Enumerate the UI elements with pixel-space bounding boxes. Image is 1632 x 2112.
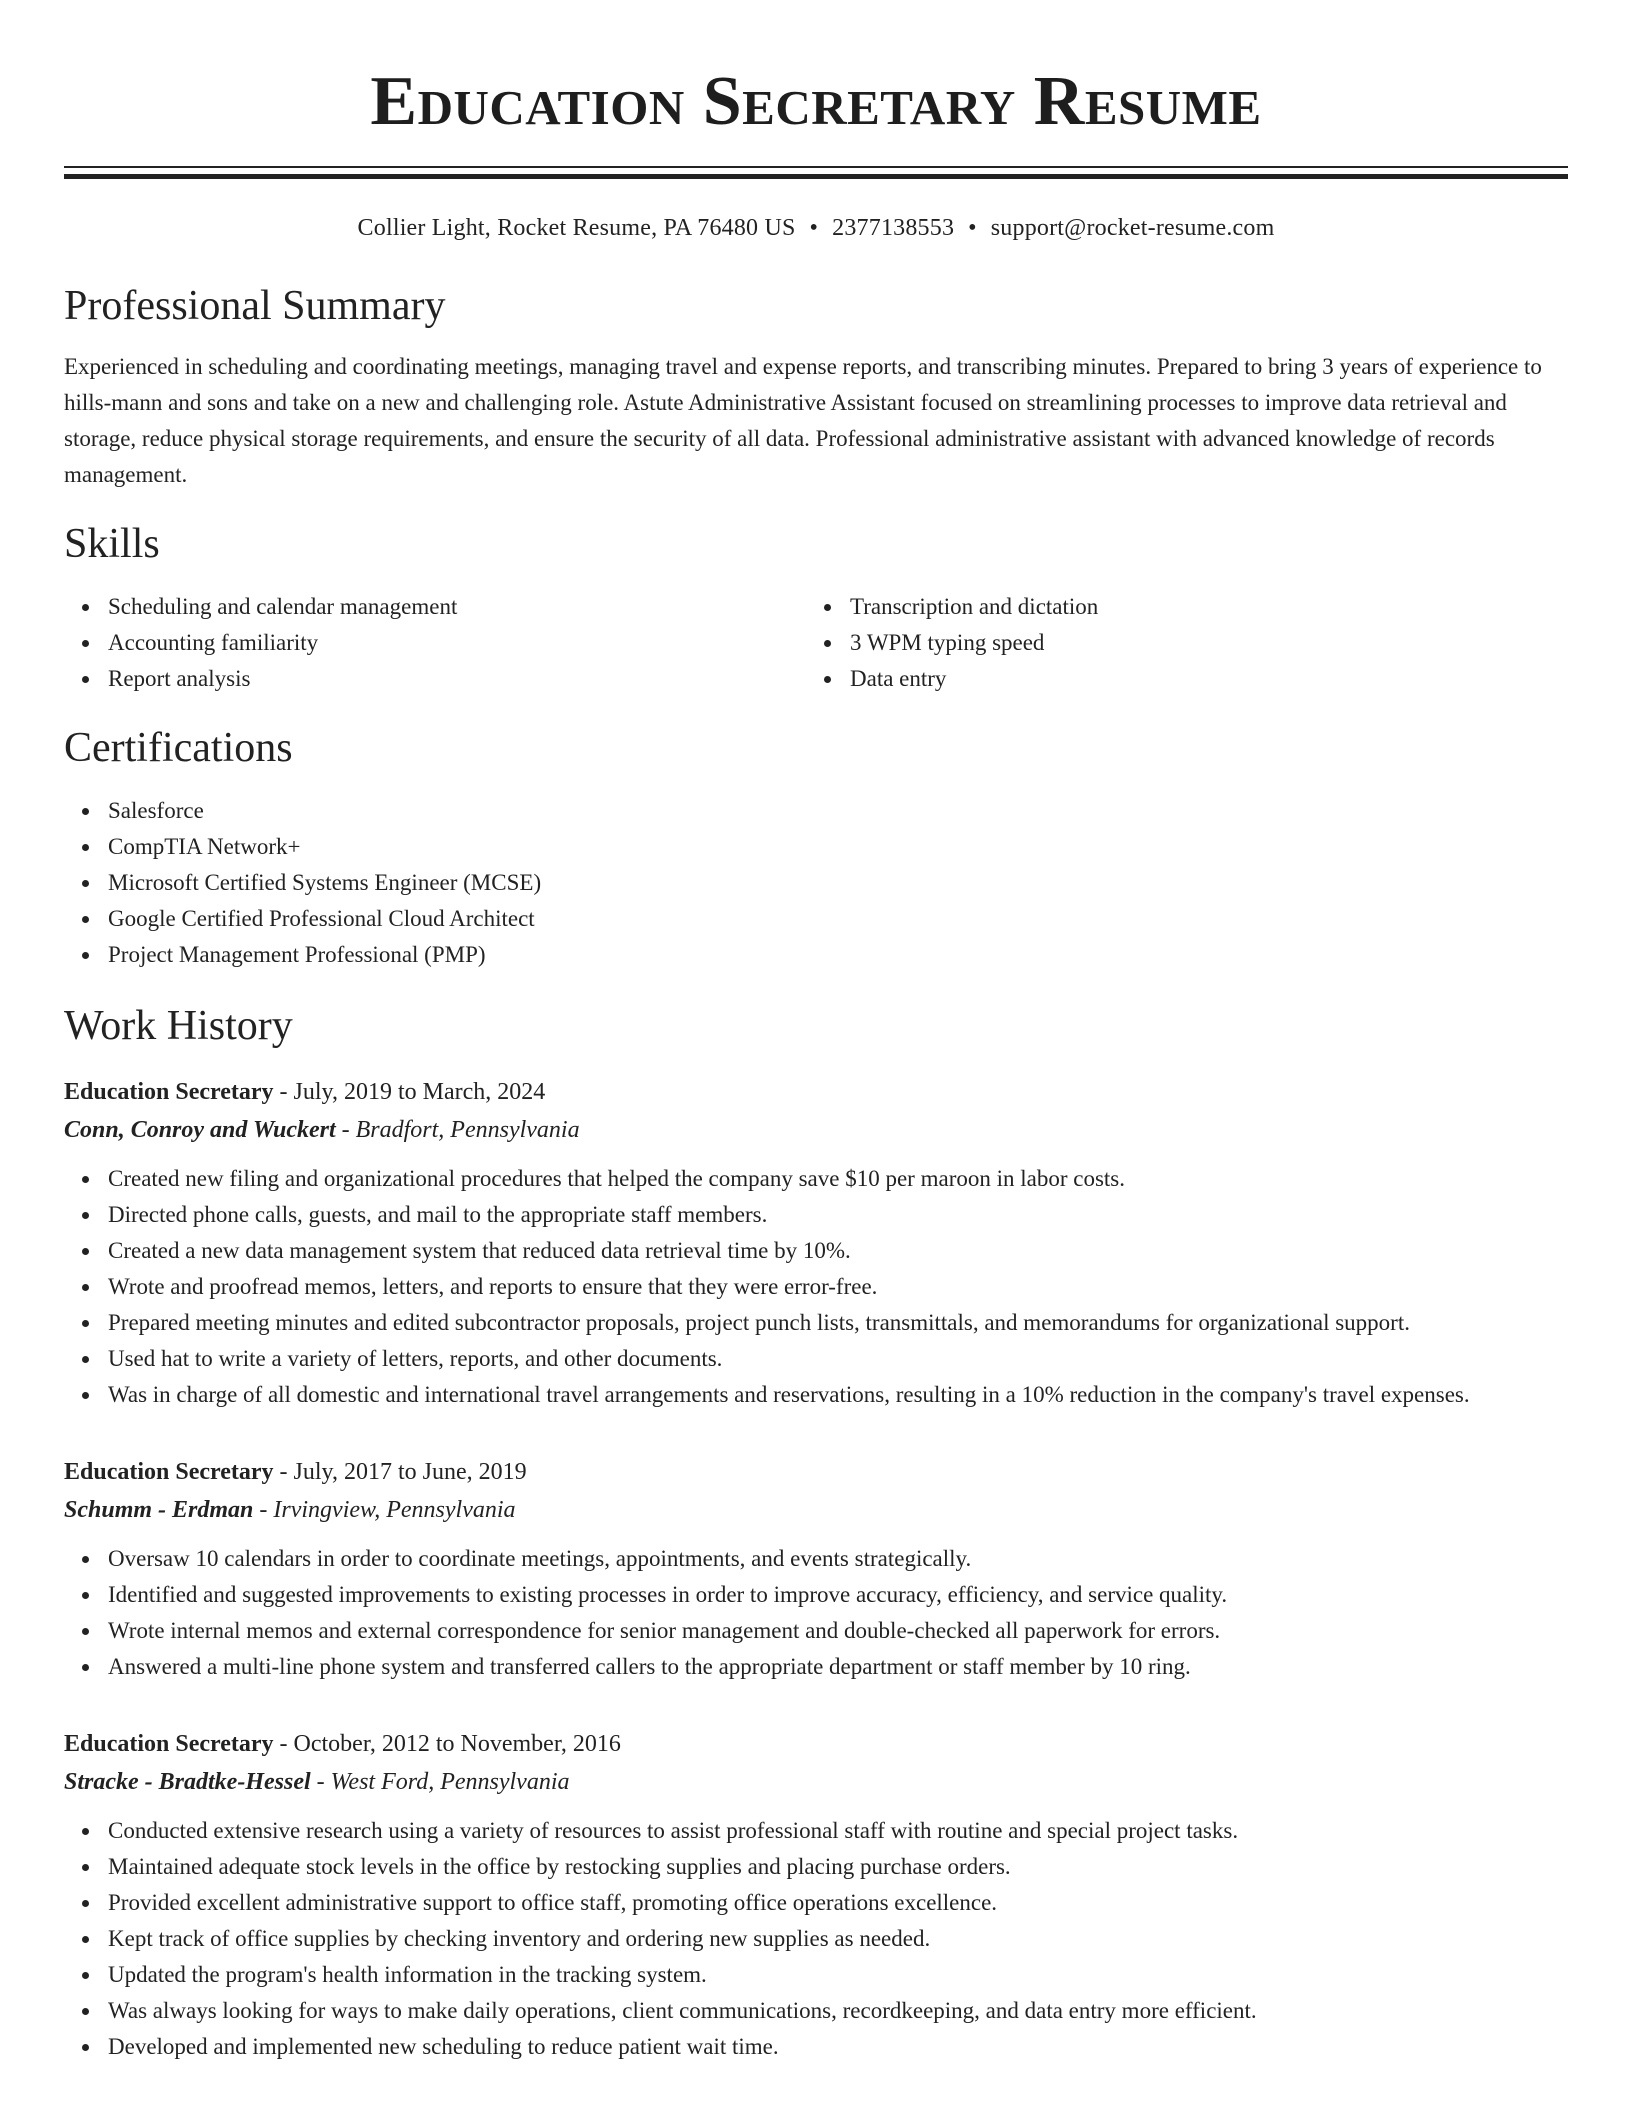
bullet-icon bbox=[82, 1936, 89, 1943]
job-bullet: Used hat to write a variety of letters, reports, and other documents. bbox=[64, 1341, 1568, 1377]
summary-paragraph: Experienced in scheduling and coordinating meetings, managing travel and expense reports, and transcribing minutes. Prepared to bring 3 years of experience to hills-mann and sons and take on a new and challenging role. Astute Administrative Assistant focused on streamlining processes to improve data retrieval and storage, reduce physical storage requirements, and ensure the security of all data. Professional administrative assistant with advanced knowledge of records management. bbox=[64, 354, 1542, 487]
contact-phone: 2377138553 bbox=[832, 215, 955, 241]
job-dates: - July, 2019 to March, 2024 bbox=[273, 1079, 546, 1105]
job-bullet: Was in charge of all domestic and international travel arrangements and reservations, resulting in a 10% reduction in the company's travel expenses. bbox=[64, 1377, 1568, 1413]
job-bullet: Wrote internal memos and external correspondence for senior management and double-checked all paperwork for errors. bbox=[64, 1613, 1568, 1649]
job-bullet: Directed phone calls, guests, and mail to the appropriate staff members. bbox=[64, 1197, 1568, 1233]
job-title: Education Secretary bbox=[64, 1459, 274, 1485]
job-bullet-list bbox=[64, 1813, 1568, 2065]
job-dates: - July, 2017 to June, 2019 bbox=[273, 1459, 527, 1485]
contact-address: Collier Light, Rocket Resume, PA 76480 US bbox=[357, 215, 796, 241]
job-title: Education Secretary bbox=[64, 1079, 274, 1105]
company-line bbox=[64, 1491, 1568, 1529]
certification-item: CompTIA Network+ bbox=[64, 829, 1568, 865]
bullet-icon bbox=[82, 1556, 89, 1563]
bullet-icon bbox=[82, 1356, 89, 1363]
certification-item: Project Management Professional (PMP) bbox=[64, 937, 1568, 973]
bullet-icon bbox=[82, 1972, 89, 1979]
job-bullet: Identified and suggested improvements to existing processes in order to improve accuracy, efficiency, and service quality. bbox=[64, 1577, 1568, 1613]
company-name: Stracke - Bradtke-Hessel bbox=[64, 1769, 311, 1795]
skill-item: 3 WPM typing speed bbox=[806, 625, 1548, 661]
page-title: Education Secretary Resume bbox=[370, 63, 1262, 140]
bullet-icon bbox=[82, 1592, 89, 1599]
job-bullet: Created a new data management system that reduced data retrieval time by 10%. bbox=[64, 1233, 1568, 1269]
skill-item: Transcription and dictation bbox=[806, 589, 1548, 625]
job-bullet-list bbox=[64, 1161, 1568, 1413]
bullet-icon bbox=[82, 2044, 89, 2051]
section-heading: Skills bbox=[64, 521, 160, 567]
job-bullet: Oversaw 10 calendars in order to coordinate meetings, appointments, and events strategically. bbox=[64, 1541, 1568, 1577]
job-entry bbox=[64, 1073, 1568, 1413]
title-divider-thin bbox=[64, 166, 1568, 168]
bullet-icon bbox=[82, 1320, 89, 1327]
company-location: - Irvingview, Pennsylvania bbox=[253, 1497, 516, 1523]
bullet-icon bbox=[824, 676, 831, 683]
bullet-icon bbox=[82, 1664, 89, 1671]
job-entry bbox=[64, 1725, 1568, 2065]
skill-item: Scheduling and calendar management bbox=[64, 589, 806, 625]
company-line bbox=[64, 1763, 1568, 1801]
contact-separator: • bbox=[968, 215, 977, 241]
bullet-icon bbox=[82, 676, 89, 683]
job-bullet: Kept track of office supplies by checking inventory and ordering new supplies as needed. bbox=[64, 1921, 1568, 1957]
certifications-section bbox=[64, 723, 1568, 973]
resume-page bbox=[64, 0, 1568, 2065]
company-location: - Bradfort, Pennsylvania bbox=[335, 1117, 580, 1143]
work-history-section bbox=[64, 1001, 1568, 2065]
job-bullet: Developed and implemented new scheduling to reduce patient wait time. bbox=[64, 2029, 1568, 2065]
job-bullet: Updated the program's health information in the tracking system. bbox=[64, 1957, 1568, 1993]
bullet-icon bbox=[82, 1900, 89, 1907]
job-entry bbox=[64, 1453, 1568, 1685]
skill-item: Accounting familiarity bbox=[64, 625, 806, 661]
bullet-icon bbox=[82, 1212, 89, 1219]
bullet-icon bbox=[82, 604, 89, 611]
company-location: - West Ford, Pennsylvania bbox=[310, 1769, 570, 1795]
job-bullet: Provided excellent administrative support to office staff, promoting office operations excellence. bbox=[64, 1885, 1568, 1921]
certification-item: Google Certified Professional Cloud Architect bbox=[64, 901, 1568, 937]
bullet-icon bbox=[82, 916, 89, 923]
skill-item: Report analysis bbox=[64, 661, 806, 697]
job-title-line bbox=[64, 1073, 1568, 1111]
certification-list bbox=[64, 793, 1568, 973]
bullet-icon bbox=[82, 1628, 89, 1635]
bullet-icon bbox=[824, 604, 831, 611]
contact-separator: • bbox=[809, 215, 819, 241]
skills-column-right bbox=[806, 589, 1548, 697]
title-divider-thick bbox=[64, 174, 1568, 179]
job-bullet: Maintained adequate stock levels in the office by restocking supplies and placing purchase orders. bbox=[64, 1849, 1568, 1885]
job-bullet: Was always looking for ways to make daily operations, client communications, recordkeeping, and data entry more efficient. bbox=[64, 1993, 1568, 2029]
skills-column-left bbox=[64, 589, 806, 697]
bullet-icon bbox=[82, 808, 89, 815]
section-heading: Work History bbox=[64, 1003, 293, 1049]
job-bullet: Conducted extensive research using a variety of resources to assist professional staff with routine and special project tasks. bbox=[64, 1813, 1568, 1849]
bullet-icon bbox=[82, 844, 89, 851]
bullet-icon bbox=[82, 1284, 89, 1291]
job-bullet: Wrote and proofread memos, letters, and reports to ensure that they were error-free. bbox=[64, 1269, 1568, 1305]
skills-section bbox=[64, 519, 1568, 697]
section-heading: Professional Summary bbox=[64, 283, 446, 329]
section-heading: Certifications bbox=[64, 725, 293, 771]
bullet-icon bbox=[824, 640, 831, 647]
bullet-icon bbox=[82, 640, 89, 647]
contact-email: support@rocket-resume.com bbox=[990, 215, 1275, 241]
job-title: Education Secretary bbox=[64, 1731, 274, 1757]
bullet-icon bbox=[82, 1392, 89, 1399]
bullet-icon bbox=[82, 1828, 89, 1835]
company-line bbox=[64, 1111, 1568, 1149]
bullet-icon bbox=[82, 1176, 89, 1183]
company-name: Conn, Conroy and Wuckert bbox=[64, 1117, 336, 1143]
skills-grid bbox=[64, 589, 1568, 697]
bullet-icon bbox=[82, 1864, 89, 1871]
job-bullet: Prepared meeting minutes and edited subcontractor proposals, project punch lists, transmittals, and memorandums for organizational support. bbox=[64, 1305, 1568, 1341]
bullet-icon bbox=[82, 2008, 89, 2015]
job-dates: - October, 2012 to November, 2016 bbox=[273, 1731, 621, 1757]
company-name: Schumm - Erdman bbox=[64, 1497, 254, 1523]
certification-item: Salesforce bbox=[64, 793, 1568, 829]
bullet-icon bbox=[82, 952, 89, 959]
certification-item: Microsoft Certified Systems Engineer (MCSE) bbox=[64, 865, 1568, 901]
job-title-line bbox=[64, 1453, 1568, 1491]
job-bullet-list bbox=[64, 1541, 1568, 1685]
job-title-line bbox=[64, 1725, 1568, 1763]
bullet-icon bbox=[82, 1248, 89, 1255]
job-bullet: Answered a multi-line phone system and transferred callers to the appropriate department or staff member by 10 ring. bbox=[64, 1649, 1568, 1685]
contact-line bbox=[64, 213, 1568, 243]
professional-summary-section bbox=[64, 281, 1568, 493]
skill-item: Data entry bbox=[806, 661, 1548, 697]
job-bullet: Created new filing and organizational procedures that helped the company save $10 per maroon in labor costs. bbox=[64, 1161, 1568, 1197]
bullet-icon bbox=[82, 880, 89, 887]
